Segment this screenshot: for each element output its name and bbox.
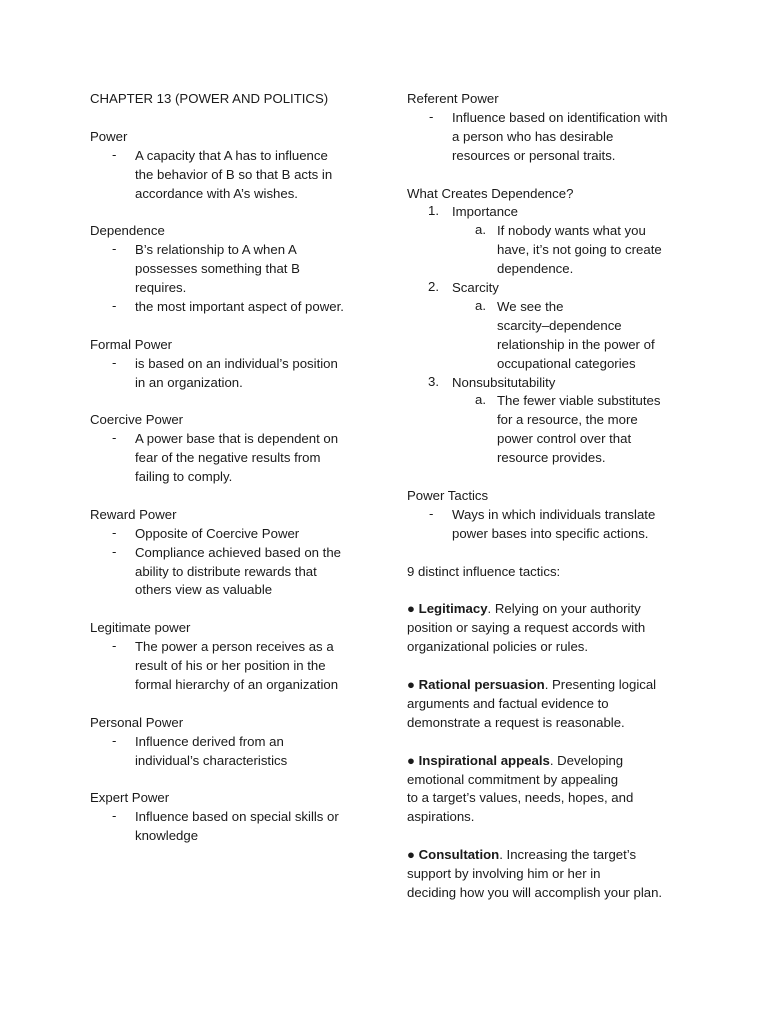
dash-list-item: - is based on an individual’s position in an organization. (112, 354, 338, 390)
left-column (90, 90, 370, 846)
tactic-paragraph: ● Legitimacy. Relying on your authority position or saying a request accords with organizational policies or rules. (407, 601, 646, 655)
dash-list-item: - Opposite of Coercive Power (112, 524, 300, 541)
tactic-paragraph: ● Inspirational appeals. Developing emotional commitment by appealing to a target’s values, needs, hopes, and aspirations. (407, 752, 634, 825)
bullet-icon: ● (407, 601, 415, 617)
chapter-title: CHAPTER 13 (POWER AND POLITICS) (90, 91, 329, 106)
dash-list-item: - Influence based on special skills or knowledge (112, 808, 339, 844)
section-heading: What Creates Dependence? (407, 185, 574, 201)
tactic-term: Rational persuasion (418, 677, 545, 693)
section-heading: Dependence (90, 223, 165, 239)
section-heading: Referent Power (407, 91, 499, 106)
numbered-item: 1. Importance (428, 203, 518, 220)
dash-list-item: - Ways in which individuals translate power bases into specific actions. (429, 505, 656, 541)
dash-list-item: - Influence derived from an individual’s characteristics (112, 732, 288, 768)
lettered-item: a. We see the scarcity–dependence relationship in the power of occupational categories (475, 297, 655, 371)
section-heading: Power (90, 128, 128, 144)
section-heading: Reward Power (90, 506, 177, 522)
section-heading: Formal Power (90, 336, 173, 352)
bullet-icon: ● (407, 847, 415, 863)
influence-intro: 9 distinct influence tactics: (407, 563, 561, 579)
tactic-paragraph: ● Consultation. Increasing the target’s support by involving him or her in deciding how you will accomplish your plan. (407, 847, 663, 900)
tactic-paragraph: ● Rational persuasion. Presenting logical arguments and factual evidence to demonstrate a request is reasonable. (407, 677, 657, 730)
dash-list-item: - A power base that is dependent on fear of the negative results from failing to comply. (112, 430, 339, 485)
dash-list-item: - the most important aspect of power. (112, 297, 344, 314)
section-heading: Expert Power (90, 790, 170, 806)
bullet-icon: ● (407, 752, 415, 768)
numbered-item: 3. Nonsubsitutability (428, 373, 556, 390)
dash-list-item: - Compliance achieved based on the ability to distribute rewards that others view as valuable (112, 543, 342, 598)
section-heading: Personal Power (90, 714, 184, 730)
tactic-term: Legitimacy (418, 601, 488, 617)
dash-list-item: - Influence based on identification with a person who has desirable resources or personal traits. (429, 108, 668, 163)
right-column (407, 90, 707, 903)
section-heading: Legitimate power (90, 620, 191, 636)
section-heading: Power Tactics (407, 488, 489, 503)
tactic-term: Inspirational appeals (418, 752, 550, 768)
tactic-term: Consultation (418, 847, 500, 863)
lettered-item: a. The fewer viable substitutes for a resource, the more power control over that resource provides. (475, 392, 661, 466)
dash-list-item: - The power a person receives as a result of his or her position in the formal hierarchy of an organization (112, 638, 339, 692)
bullet-icon: ● (407, 677, 415, 693)
lettered-item: a. If nobody wants what you have, it’s not going to create dependence. (475, 222, 662, 277)
dash-list-item: - B’s relationship to A when A possesses something that B requires. (112, 241, 300, 296)
section-heading: Coercive Power (90, 412, 184, 428)
numbered-item: 2. Scarcity (428, 279, 499, 296)
dash-list-item: - A capacity that A has to influence the behavior of B so that B acts in accordance with A’s wishes. (112, 146, 333, 201)
